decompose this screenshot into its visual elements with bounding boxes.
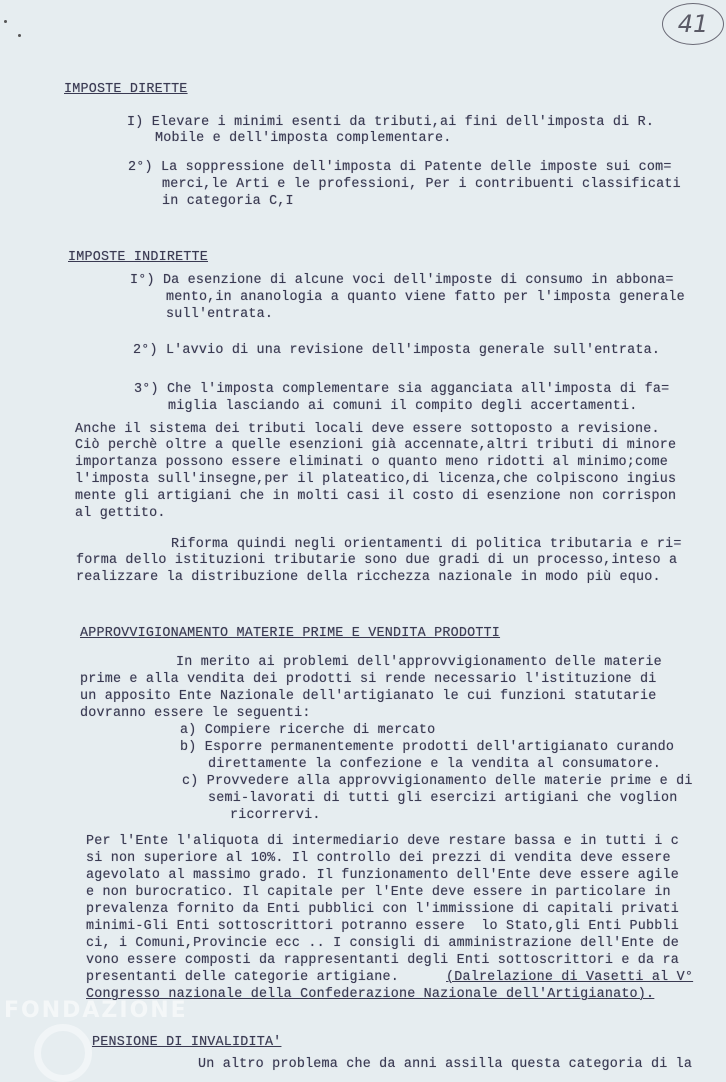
section-heading: APPROVVIGIONAMENTO MATERIE PRIME E VENDITA PRODOTTI <box>80 626 501 641</box>
text-line: prevalenza fornito da Enti pubblici con l'immissione di capitali privati <box>86 902 679 917</box>
text-line: ricorrervi. <box>230 808 321 823</box>
text-line: minimi-Gli Enti sottoscrittori potranno essere lo Stato,gli Enti Pubbli <box>86 919 679 934</box>
list-item: a) Compiere ricerche di mercato <box>180 723 436 738</box>
text-line: Anche il sistema dei tributi locali deve essere sottoposto a revisione. <box>75 422 660 437</box>
text-line: 3°) Che l'imposta complementare sia agganciata all'imposta di fa= <box>134 382 670 397</box>
text-line: Mobile e dell'imposta complementare. <box>155 131 452 146</box>
text-line: ci, i Comuni,Provincie ecc .. I consigli di amministrazione dell'Ente de <box>86 936 679 951</box>
text-line: Per l'Ente l'aliquota di intermediario deve restare bassa e in tutti i c <box>86 834 679 849</box>
watermark: FONDAZIONE <box>4 998 188 1023</box>
citation: (Dalrelazione di Vasetti al V° <box>446 970 694 985</box>
text-line: dovranno essere le seguenti: <box>80 706 311 721</box>
text-line: 2°) La soppressione dell'imposta di Patente delle imposte sui com= <box>128 160 672 175</box>
ink-speck <box>18 34 21 37</box>
text-line: e non burocratico. Il capitale per l'Ente deve essere in particolare in <box>86 885 671 900</box>
text-line: mente gli artigiani che in molti casi il costo di esenzione non corrispon <box>75 489 677 504</box>
list-item: b) Esporre permanentemente prodotti dell'artigianato curando <box>180 740 675 755</box>
text-line: miglia lasciando ai comuni il compito degli accertamenti. <box>168 399 638 414</box>
watermark-logo <box>34 1024 92 1082</box>
text-line: un apposito Ente Nazionale dell'artigianato le cui funzioni statutarie <box>80 689 657 704</box>
text-line: semi-lavorati di tutti gli esercizi artigiani che voglion <box>208 791 678 806</box>
text-line: forma dello istituzioni tributarie sono due gradi di un processo,inteso a <box>76 553 678 568</box>
text-line: direttamente la confezione e la vendita al consumatore. <box>208 757 661 772</box>
text-line: al gettito. <box>75 506 166 521</box>
text-line: I°) Da esenzione di alcune voci dell'imposte di consumo in abbona= <box>130 273 674 288</box>
text-line: si non superiore al 10%. Il controllo dei prezzi di vendita deve essere <box>86 851 671 866</box>
section-heading: IMPOSTE DIRETTE <box>64 82 188 97</box>
text-line: in categoria C,I <box>162 194 294 209</box>
text-line: presentanti delle categorie artigiane. <box>86 970 399 985</box>
citation: Congresso nazionale della Confederazione Nazionale dell'Artigianato). <box>86 987 655 1002</box>
text-line: importanza possono essere eliminati o quanto meno ridotti al minimo;come <box>75 455 668 470</box>
text-line: realizzare la distribuzione della ricchezza nazionale in modo più equo. <box>76 570 661 585</box>
text-line: sull'entrata. <box>166 307 274 322</box>
text-line: merci,le Arti e le professioni, Per i contribuenti classificati <box>162 177 681 192</box>
section-heading: PENSIONE DI INVALIDITA' <box>92 1035 282 1050</box>
page-number: 41 <box>662 3 724 45</box>
section-heading: IMPOSTE INDIRETTE <box>68 250 209 265</box>
text-line: Ciò perchè oltre a quelle esenzioni già accennate,altri tributi di minore <box>75 438 677 453</box>
text-line: mento,in ananologia a quanto viene fatto per l'imposta generale <box>166 290 685 305</box>
text-line: I) Elevare i minimi esenti da tributi,ai fini dell'imposta di R. <box>127 115 655 130</box>
text-line: Un altro problema che da anni assilla questa categoria di la <box>198 1057 693 1072</box>
list-item: c) Provvedere alla approvvigionamento delle materie prime e di <box>182 774 693 789</box>
text-line: agevolato al massimo grado. Il funzionamento dell'Ente deve essere agile <box>86 868 679 883</box>
text-line: Riforma quindi negli orientamenti di politica tributaria e ri= <box>171 537 682 552</box>
text-line: 2°) L'avvio di una revisione dell'imposta generale sull'entrata. <box>133 343 661 358</box>
text-line: l'imposta sull'insegne,per il plateatico,di licenza,che colpiscono ingius <box>75 472 677 487</box>
ink-speck <box>4 20 7 23</box>
text-line: In merito ai problemi dell'approvvigionamento delle materie <box>176 655 662 670</box>
text-line: prime e alla vendita dei prodotti si rende necessario l'istituzione di <box>80 672 657 687</box>
text-line: vono essere composti da rappresentanti degli Enti sottoscrittori e da ra <box>86 953 679 968</box>
